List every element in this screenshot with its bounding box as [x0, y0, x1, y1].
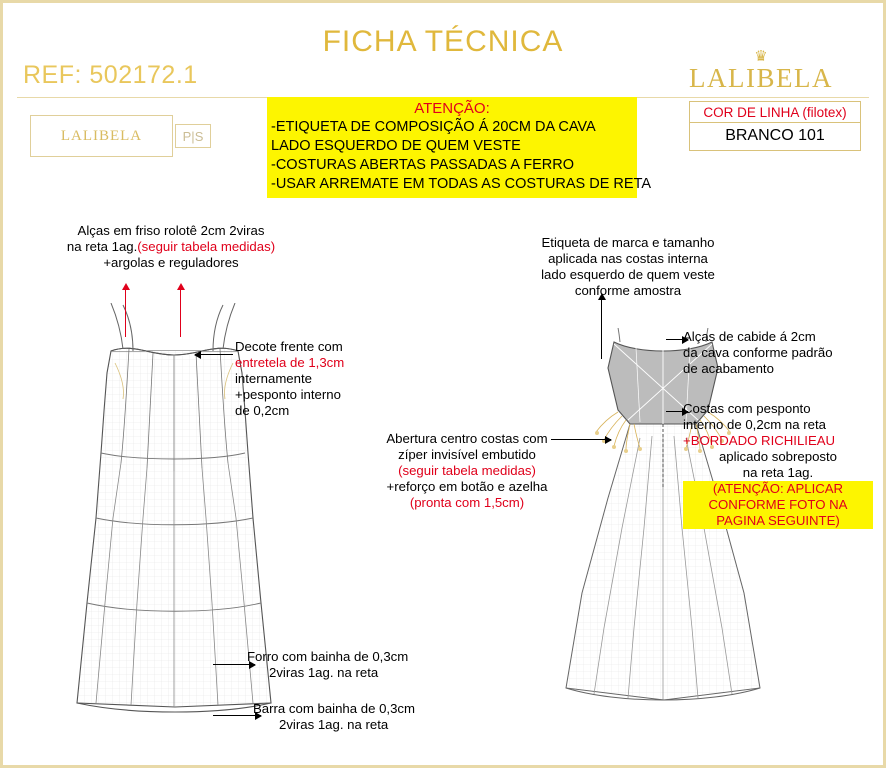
thread-color-title: COR DE LINHA (filotex) [690, 102, 860, 123]
note-hem [253, 701, 493, 733]
note-back-detail-line-4: aplicado sobreposto [718, 449, 838, 464]
note-zipper-line-2: zíper invisível embutido [398, 447, 536, 462]
size-box: P|S [175, 124, 211, 148]
attention-line-2: LADO ESQUERDO DE QUEM VESTE [271, 138, 521, 154]
note-neckline-line-2: entretela de 1,3cm [235, 355, 345, 370]
note-brand-label-line-2: aplicada nas costas interna [548, 251, 708, 266]
note-back-detail-line-2: interno de 0,2cm na reta [683, 417, 826, 432]
note-neckline-line-5: de 0,2cm [235, 403, 290, 418]
note-neckline-line-4: +pesponto interno [235, 387, 341, 402]
back-label-arrow [601, 299, 602, 359]
note-hem-line-2: 2viras 1ag. na reta [279, 717, 389, 732]
note-hanger-straps-line-3: de acabamento [683, 361, 774, 376]
attention-line-1: -ETIQUETA DE COMPOSIÇÃO Á 20CM DA CAVA [271, 119, 596, 135]
note-straps-line-1: Alças em friso rolotê 2cm 2viras [77, 223, 265, 238]
reference-code: REF: 502172.1 [23, 61, 198, 89]
note-back-detail-line-6: (ATENÇÃO: APLICAR [683, 481, 873, 497]
note-lining-hem-line-2: 2viras 1ag. na reta [269, 665, 379, 680]
garment-label-box: LALIBELA [30, 115, 173, 157]
note-back-detail-line-1: Costas com pesponto [683, 401, 811, 416]
note-hanger-straps-line-2: da cava conforme padrão [683, 345, 833, 360]
note-neckline [235, 339, 415, 419]
bee-icon: ♛ [754, 48, 768, 65]
page-title: FICHA TÉCNICA [322, 25, 564, 58]
note-back-detail [683, 401, 873, 529]
note-lining-hem [247, 649, 477, 681]
note-straps-line-2b: (seguir tabela medidas) [137, 239, 276, 254]
note-straps [51, 223, 291, 271]
note-zipper [381, 431, 553, 511]
note-zipper-line-5: (pronta com 1,5cm) [409, 495, 525, 510]
note-brand-label-line-1: Etiqueta de marca e tamanho [541, 235, 715, 250]
attention-block [267, 97, 652, 198]
attention-line-3: -COSTURAS ABERTAS PASSADAS A FERRO [271, 157, 574, 173]
note-back-detail-line-8: PAGINA SEGUINTE) [683, 513, 873, 529]
note-zipper-line-3: (seguir tabela medidas) [398, 463, 536, 478]
note-zipper-line-4: +reforço em botão e azelha [386, 479, 548, 494]
note-neckline-line-3: internamente [235, 371, 312, 386]
brand-logo [661, 48, 861, 94]
zipper-arrow [551, 439, 611, 440]
note-back-detail-line-5: na reta 1ag. [742, 465, 814, 480]
note-hem-line-1: Barra com bainha de 0,3cm [253, 701, 415, 716]
neckline-arrow [195, 354, 233, 355]
thread-color-value: BRANCO 101 [725, 127, 825, 144]
note-neckline-line-1: Decote frente com [235, 339, 343, 354]
note-lining-hem-line-1: Forro com bainha de 0,3cm [247, 649, 409, 664]
note-straps-line-3: +argolas e reguladores [103, 255, 239, 270]
brand-name: LALIBELA [689, 63, 833, 93]
attention-title: ATENÇÃO: [414, 100, 490, 117]
note-straps-line-2a: na reta 1ag. [66, 239, 138, 254]
front-strap-arrow-right [180, 289, 181, 337]
note-zipper-line-1: Abertura centro costas com [386, 431, 548, 446]
note-brand-label-line-3: lado esquerdo de quem veste [541, 267, 715, 282]
note-back-detail-line-3: +BORDADO RICHILIEAU [683, 433, 836, 448]
note-hanger-straps-line-1: Alças de cabide á 2cm [683, 329, 816, 344]
note-back-detail-line-7: CONFORME FOTO NA [683, 497, 873, 513]
note-brand-label-line-4: conforme amostra [574, 283, 682, 298]
attention-line-4: -USAR ARREMATE EM TODAS AS COSTURAS DE RETA [271, 176, 652, 192]
note-hanger-straps [683, 329, 886, 377]
note-brand-label [503, 235, 753, 299]
front-strap-arrow-left [125, 289, 126, 337]
thread-color-box [689, 101, 861, 151]
